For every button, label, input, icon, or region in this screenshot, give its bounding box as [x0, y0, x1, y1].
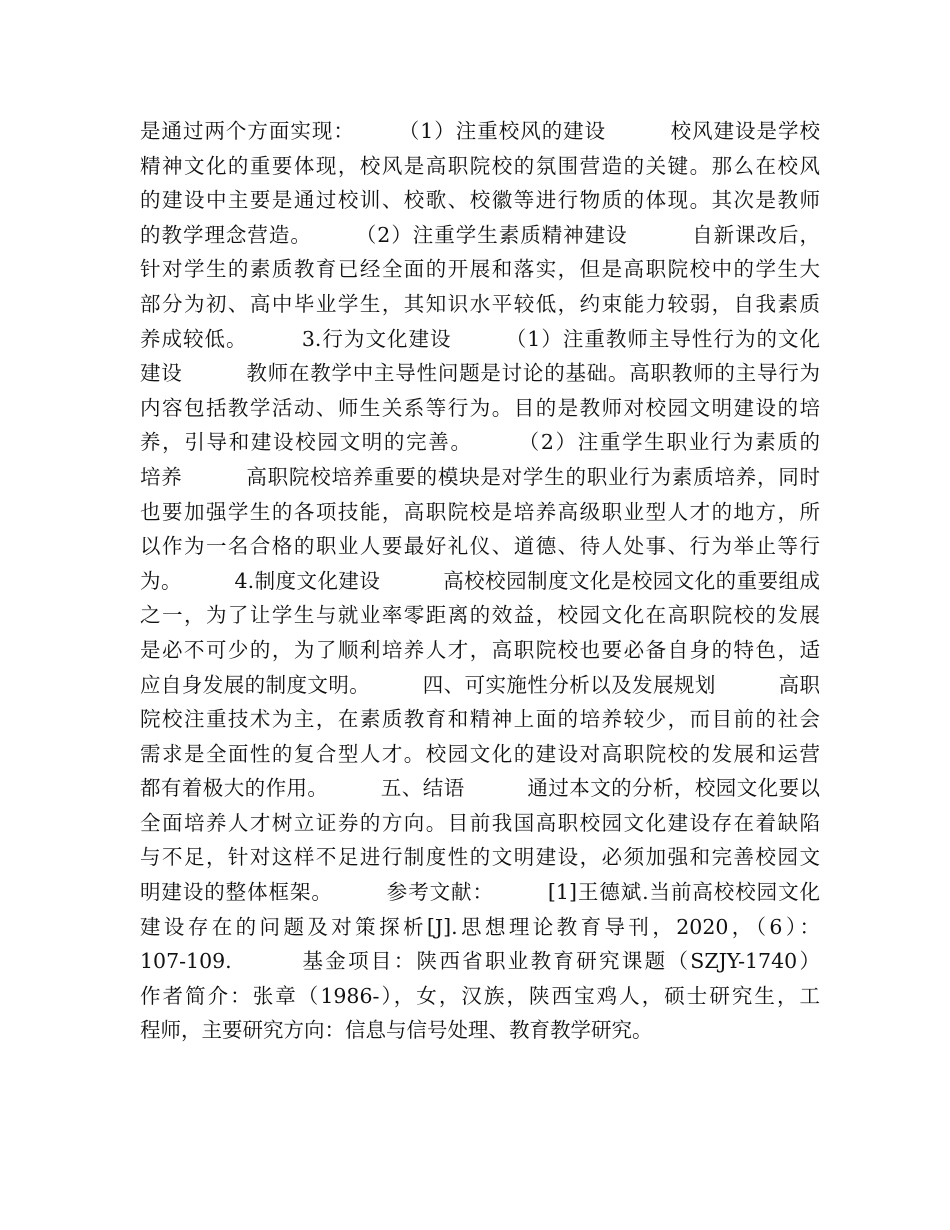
text-line: 107-109. 基金项目：陕西省职业教育研究课题（SZJY-1740） [140, 949, 820, 974]
text-line: 建设 教师在教学中主导性问题是讨论的基础。高职教师的主导行为 [140, 361, 820, 386]
text-line: 全面培养人才树立证券的方向。目前我国高职校园文化建设存在着缺陷 [140, 810, 820, 835]
text-line: 建设存在的问题及对策探析[J].思想理论教育导刊，2020，（6）： [140, 914, 820, 939]
text-line: 应自身发展的制度文明。 四、可实施性分析以及发展规划 高职 [140, 672, 820, 697]
text-line: 的建设中主要是通过校训、校歌、校徽等进行物质的体现。其次是教师 [140, 188, 820, 213]
text-line: 养，引导和建设校园文明的完善。 （2）注重学生职业行为素质的 [140, 430, 820, 455]
text-line: 之一，为了让学生与就业率零距离的效益，校园文化在高职院校的发展 [140, 603, 820, 628]
text-line: 的教学理念营造。 （2）注重学生素质精神建设 自新课改后， [140, 222, 820, 247]
text-line: 是通过两个方面实现： （1）注重校风的建设 校风建设是学校 [140, 119, 820, 143]
text-line: 需求是全面性的复合型人才。校园文化的建设对高职院校的发展和运营 [140, 741, 820, 766]
text-line: 院校注重技术为主，在素质教育和精神上面的培养较少，而目前的社会 [140, 707, 820, 732]
text-line: 针对学生的素质教育已经全面的开展和落实，但是高职院校中的学生大 [140, 257, 820, 282]
text-line: 养成较低。 3.行为文化建设 （1）注重教师主导性行为的文化 [140, 326, 820, 351]
text-line: 精神文化的重要体现，校风是高职院校的氛围营造的关键。那么在校风 [140, 153, 820, 178]
text-line: 内容包括教学活动、师生关系等行为。目的是教师对校园文明建设的培 [140, 395, 820, 420]
text-line: 都有着极大的作用。 五、结语 通过本文的分析，校园文化要以 [140, 776, 820, 801]
body-text [140, 114, 820, 1048]
text-line: 培养 高职院校培养重要的模块是对学生的职业行为素质培养，同时 [140, 464, 820, 489]
text-line: 也要加强学生的各项技能，高职院校是培养高级职业型人才的地方，所 [140, 499, 820, 524]
text-line: 作者简介：张章（1986-），女，汉族，陕西宝鸡人，硕士研究生，工 [140, 983, 820, 1008]
text-line: 是必不可少的，为了顺利培养人才，高职院校也要必备自身的特色，适 [140, 637, 820, 662]
text-line: 明建设的整体框架。 参考文献： [1]王德斌.当前高校校园文化 [140, 880, 820, 905]
text-line: 程师，主要研究方向：信息与信号处理、教育教学研究。 [140, 1018, 653, 1043]
text-line: 为。 4.制度文化建设 高校校园制度文化是校园文化的重要组成 [140, 568, 820, 593]
text-line: 与不足，针对这样不足进行制度性的文明建设，必须加强和完善校园文 [140, 845, 820, 870]
text-line: 部分为初、高中毕业学生，其知识水平较低，约束能力较弱，自我素质 [140, 291, 820, 316]
text-line: 以作为一名合格的职业人要最好礼仪、道德、待人处事、行为举止等行 [140, 534, 820, 559]
